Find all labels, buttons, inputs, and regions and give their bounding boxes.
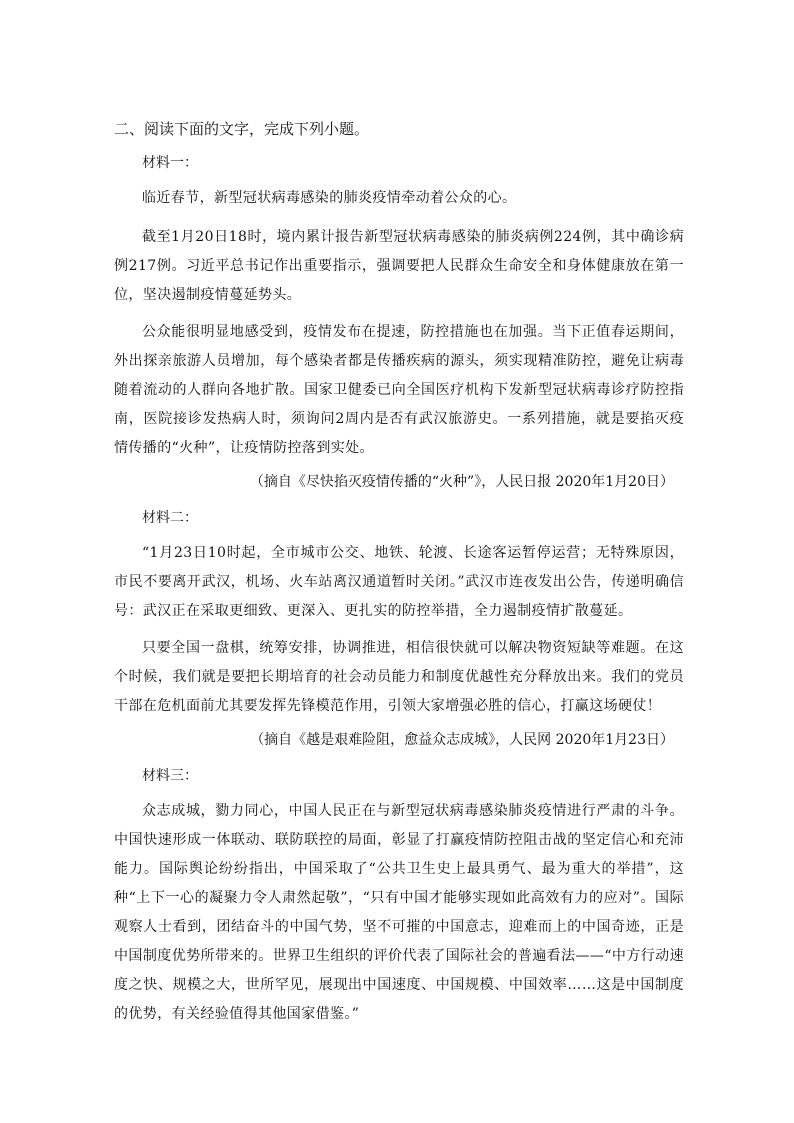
material-2-source: （摘自《越是艰难险阻，愈益众志成城》，人民网 2020年1月23日） (250, 732, 674, 748)
material-3-label: 材料三： (142, 768, 198, 784)
material-3-paragraph-1: 众志成城，勠力同心，中国人民正在与新型冠状病毒感染肺炎疫情进行严肃的斗争。中国快速形成一体联动、联防联控的局面，彰显了打赢疫情防控阻击战的坚定信心和充沛能力。国际舆论纷纷指出，中国采取了“公共卫生史上最具勇气、最为重大的举措”，这种“上下一心的凝聚力令人肃然起敬”，“只有中国才能够实现如此高效有力的应对”。国际观察人士看到，团结奋斗的中国气势，坚不可摧的中国意志，迎难而上的中国奇迹，正是中国制度优势所带来的。世界卫生组织的评价代表了国际社会的普遍看法——“中方行动速度之快、规模之大，世所罕见，展现出中国速度、中国规模、中国效率……这是中国制度的优势，有关经验值得其他国家借鉴。” (114, 803, 684, 1022)
material-1-label: 材料一： (142, 155, 198, 171)
material-1-paragraph-1: 临近春节，新型冠状病毒感染的肺炎疫情牵动着公众的心。 (142, 190, 517, 206)
material-2-paragraph-2: 只要全国一盘棋，统筹安排，协调推进，相信很快就可以解决物资短缺等难题。在这个时候，我们就是要把长期培育的社会动员能力和制度优越性充分释放出来。我们的党员干部在危机面前尤其要发挥先锋模范作用，引领大家增强必胜的信心，打赢这场硬仗！ (114, 640, 684, 714)
material-1-paragraph-2: 截至1月20日18时，境内累计报告新型冠状病毒感染的肺炎病例224例，其中确诊病例217例。习近平总书记作出重要指示，强调要把人民群众生命安全和身体健康放在第一位，坚决遏制疫情蔓延势头。 (114, 229, 684, 303)
section-heading: 二、阅读下面的文字，完成下列小题。 (114, 120, 370, 138)
material-2-label: 材料二： (142, 510, 198, 526)
material-1-source: （摘自《尽快掐灭疫情传播的“火种”》，人民日报 2020年1月20日） (249, 474, 674, 490)
material-2-paragraph-1: “1月23日10时起，全市城市公交、地铁、轮渡、长途客运暂停运营；无特殊原因，市民不要离开武汉，机场、火车站离汉通道暂时关闭。”武汉市连夜发出公告，传递明确信号：武汉正在采取更细致、更深入、更扎实的防控举措，全力遏制疫情扩散蔓延。 (114, 545, 684, 619)
material-1-paragraph-3: 公众能很明显地感受到，疫情发布在提速，防控措施也在加强。当下正值春运期间，外出探亲旅游人员增加，每个感染者都是传播疾病的源头，须实现精准防控，避免让病毒随着流动的人群向各地扩散。国家卫健委已向全国医疗机构下发新型冠状病毒诊疗防控指南，医院接诊发热病人时，须询问2周内是否有武汉旅游史。一系列措施，就是要掐灭疫情传播的“火种”，让疫情防控落到实处。 (114, 324, 684, 456)
document-page (114, 118, 684, 1037)
